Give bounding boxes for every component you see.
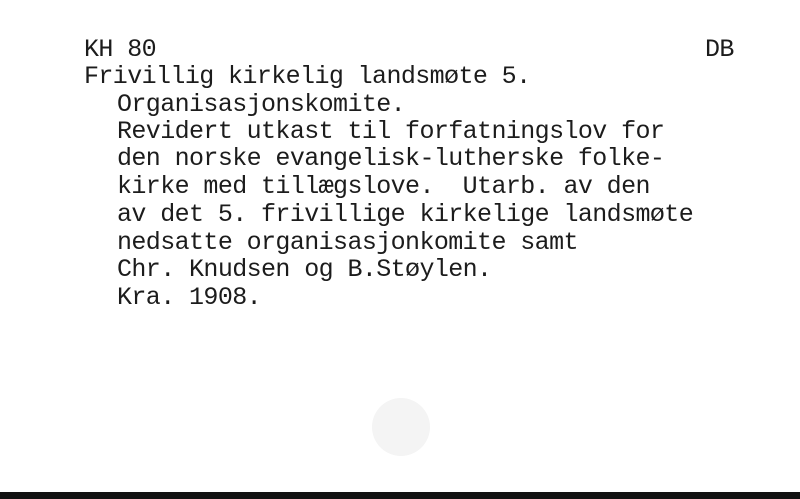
body-line-6: nedsatte organisasjonkomite samt: [117, 228, 578, 257]
punch-hole: [372, 398, 430, 456]
cataloger-initials: DB: [705, 35, 734, 64]
body-line-5: av det 5. frivillige kirkelige landsmøte: [117, 200, 694, 229]
body-line-1: Organisasjonskomite.: [117, 90, 406, 119]
call-number: KH 80: [84, 35, 157, 64]
bottom-edge: [0, 492, 800, 499]
heading-line: Frivillig kirkelig landsmøte 5.: [84, 62, 531, 91]
body-line-4: kirke med tillægslove. Utarb. av den: [117, 172, 650, 201]
body-line-3: den norske evangelisk-lutherske folke-: [117, 144, 665, 173]
body-line-2: Revidert utkast til forfatningslov for: [117, 117, 665, 146]
body-line-7: Chr. Knudsen og B.Støylen.: [117, 255, 492, 284]
body-line-8: Kra. 1908.: [117, 283, 262, 312]
